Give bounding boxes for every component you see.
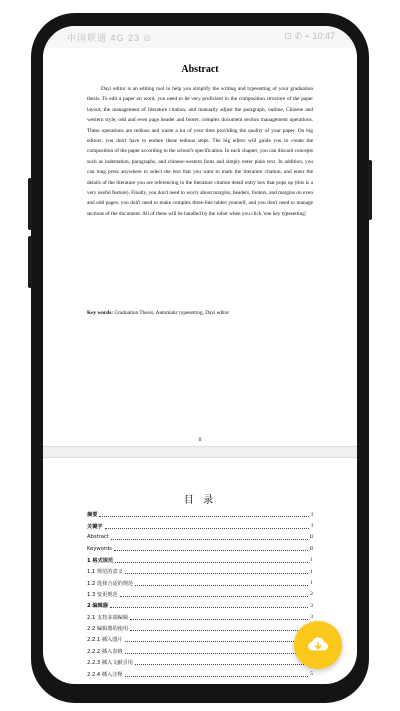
table-of-contents[interactable] [87, 509, 313, 680]
toc-leader-dots [125, 653, 309, 654]
status-left: 中国联通 4G 23 ⊙ [67, 33, 153, 43]
volume-button [28, 178, 32, 230]
toc-title: 目 录 [183, 495, 217, 506]
toc-entry-label: 摘要 [87, 512, 98, 519]
toc-entry[interactable] [87, 509, 313, 520]
toc-entry[interactable] [87, 543, 313, 554]
toc-leader-dots [99, 516, 309, 517]
screen [43, 26, 357, 684]
toc-leader-dots [125, 676, 309, 677]
status-right: ⊡ ✆ ⌁ 10:47 [284, 31, 335, 41]
toc-entry-page: 5 [310, 671, 313, 678]
toc-entry[interactable] [87, 612, 313, 623]
toc-leader-dots [111, 539, 308, 540]
toc-entry-page: 1 [310, 580, 313, 587]
toc-leader-dots [130, 619, 308, 620]
toc-entry[interactable] [87, 589, 313, 600]
toc-leader-dots [110, 607, 308, 608]
cloud-download-button[interactable] [294, 621, 342, 669]
toc-entry-page: 1 [310, 557, 313, 564]
page-separator [43, 446, 357, 458]
toc-leader-dots [125, 573, 309, 574]
toc-entry[interactable] [87, 577, 313, 588]
toc-entry-page: I [311, 523, 313, 530]
toc-entry[interactable] [87, 555, 313, 566]
toc-entry-page: 1 [310, 568, 313, 575]
toc-entry-label: 1 格式规范 [87, 557, 114, 564]
toc-entry[interactable] [87, 532, 313, 543]
toc-entry[interactable] [87, 623, 313, 634]
toc-entry-page: 2 [310, 591, 313, 598]
toc-entry[interactable] [87, 634, 313, 645]
toc-entry-label: 1.3 变更规范 [87, 591, 118, 598]
toc-entry-page: I [311, 511, 313, 518]
toc-entry[interactable] [87, 566, 313, 577]
toc-entry-page: 3 [310, 602, 313, 609]
toc-entry-label: 2.2.1 插入图片 [87, 637, 123, 644]
keywords-label: Key words: [87, 310, 114, 316]
keywords-value: Graduation Thesis, Automatic typesetting, Dayi editor [114, 310, 230, 316]
toc-leader-dots [130, 630, 308, 631]
toc-entry-label: Keywords [87, 545, 112, 552]
toc-entry-label: 2.2 编辑器的使用 [87, 626, 129, 633]
toc-entry-page: II [309, 534, 313, 541]
status-bar [43, 26, 357, 48]
toc-entry[interactable] [87, 657, 313, 668]
keywords-line[interactable] [87, 310, 313, 316]
toc-entry-label: 1.2 选择合适的规范 [87, 580, 134, 587]
abstract-body[interactable]: Dayi editor is an editing tool to help you simplify the writing and typesetting of your graduation thesis. To edit a paper on word, you need to be very proficient in the composition structure of the paper layout, the management of literature citation, and manually adjust the paragraph, outline, Chinese and western style, odd and even page header and footer, complex document section management operations. These operations are tedious and waste a lot of your time providing the quality of your paper. On big editors, you don't have to endure these tedious steps. The big editor will guide you to create the composition of the paper according to the school's specification. In each chapter, you can discard concepts such as indentation, paragraphs, and chinese-western fonts and simply enter plain text. In addition, you can long press anywhere to select the text that you want to mark the literature citation, and enter the details of the literature you are referencing in the literature citation detail entry box that pops up (this is a very useful feature). Finally, you don't need to worry about margins, headers, footers, and margins on even and odd pages, you don't need to make complex three-line tables yourself, and you don't need to manage sections of the document. All of these will be handled by the robot when you click 'one key typesetting'. [87, 86, 313, 217]
toc-entry-label: 2.1 支持多端编辑 [87, 614, 129, 621]
toc-entry[interactable] [87, 520, 313, 531]
page-number: II [198, 438, 202, 443]
toc-leader-dots [120, 596, 309, 597]
toc-leader-dots [114, 550, 308, 551]
toc-entry-label: 2.2.4 插入注释 [87, 671, 123, 678]
toc-entry[interactable] [87, 600, 313, 611]
volume-button-lower [28, 236, 32, 288]
toc-entry-label: 2.2.2 插入表格 [87, 648, 123, 655]
toc-leader-dots [125, 641, 309, 642]
abstract-title: Abstract [181, 64, 219, 75]
toc-entry-label: 2.2.3 插入文献引用 [87, 660, 133, 667]
toc-entry[interactable] [87, 668, 313, 679]
toc-leader-dots [135, 664, 308, 665]
toc-entry-label: 关键字 [87, 523, 103, 530]
toc-leader-dots [105, 528, 310, 529]
toc-entry-label: 1.1 规范的意义 [87, 569, 123, 576]
cloud-download-icon [307, 636, 329, 654]
power-button [368, 160, 372, 220]
toc-leader-dots [135, 585, 308, 586]
document-page-abstract[interactable] [43, 48, 357, 469]
toc-leader-dots [115, 562, 308, 563]
toc-entry-page: II [309, 545, 313, 552]
toc-entry-label: 2 编辑器 [87, 603, 108, 610]
toc-entry-label: Abstract [87, 534, 109, 541]
toc-entry[interactable] [87, 646, 313, 657]
toc-entry-page: 3 [310, 614, 313, 621]
